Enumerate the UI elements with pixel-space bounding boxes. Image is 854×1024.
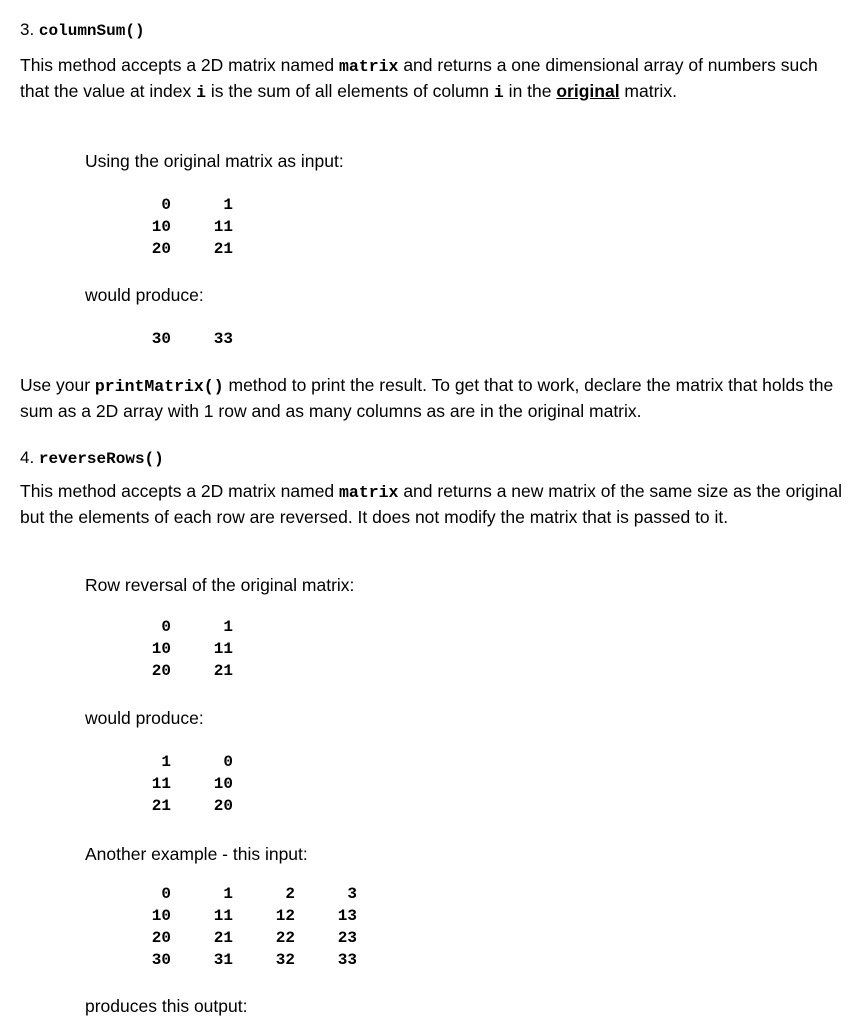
matrix-cell: 11 <box>213 218 233 236</box>
matrix-cell: 12 <box>275 907 295 925</box>
section-3-produce-label: would produce: <box>85 285 204 305</box>
matrix-cell: 0 <box>161 618 171 636</box>
matrix-cell: 21 <box>213 929 233 947</box>
section-3-output-matrix <box>138 328 233 350</box>
matrix-row <box>138 949 357 971</box>
matrix-cell: 21 <box>151 797 171 815</box>
matrix-row <box>138 927 357 949</box>
matrix-row <box>138 660 233 682</box>
section-3-number: 3. <box>20 20 35 39</box>
matrix-row <box>138 194 233 216</box>
matrix-cell: 2 <box>285 885 295 903</box>
matrix-cell: 30 <box>151 330 171 348</box>
section-4-heading <box>20 448 164 469</box>
matrix-cell: 0 <box>161 196 171 214</box>
matrix-cell: 10 <box>151 218 171 236</box>
matrix-cell: 10 <box>151 907 171 925</box>
section-4-produce-label: would produce: <box>85 708 204 728</box>
section-3-intro: Using the original matrix as input: <box>85 151 344 171</box>
matrix-cell: 21 <box>213 240 233 258</box>
matrix-cell: 11 <box>213 907 233 925</box>
matrix-cell: 30 <box>151 951 171 969</box>
matrix-cell: 11 <box>213 640 233 658</box>
matrix-row <box>138 795 233 817</box>
matrix-row <box>138 905 357 927</box>
matrix-cell: 20 <box>151 240 171 258</box>
matrix-cell: 10 <box>213 775 233 793</box>
section-4-intro: Row reversal of the original matrix: <box>85 575 355 595</box>
section-4-output-matrix <box>138 751 233 817</box>
section-4-description: This method accepts a 2D matrix named matrix and returns a new matrix of the same size as the original but the elements of each row are reversed. It does not modify the matrix that is passed to it. <box>20 481 843 527</box>
matrix-cell: 20 <box>151 929 171 947</box>
matrix-cell: 33 <box>213 330 233 348</box>
matrix-cell: 32 <box>275 951 295 969</box>
matrix-cell: 1 <box>223 196 233 214</box>
section-3-heading <box>20 20 145 41</box>
section-3-description: This method accepts a 2D matrix named matrix and returns a one dimensional array of numbers such that the value at index i is the sum of all elements of column i in the original matrix. <box>20 55 818 102</box>
matrix-cell: 1 <box>223 618 233 636</box>
section-4-method: reverseRows() <box>38 450 164 468</box>
matrix-cell: 0 <box>161 885 171 903</box>
matrix-cell: 13 <box>337 907 357 925</box>
matrix-cell: 22 <box>275 929 295 947</box>
matrix-cell: 11 <box>151 775 171 793</box>
section-4-input-matrix-2 <box>138 883 357 971</box>
matrix-cell: 1 <box>161 753 171 771</box>
section-3-note: Use your printMatrix() method to print the result. To get that to work, declare the matrix that holds the sum as a 2D array with 1 row and as many columns as are in the original matrix. <box>20 375 834 421</box>
matrix-cell: 21 <box>213 662 233 680</box>
matrix-cell: 0 <box>223 753 233 771</box>
code-matrix: matrix <box>339 57 399 76</box>
matrix-row <box>138 883 357 905</box>
code-matrix: matrix <box>339 483 399 502</box>
matrix-cell: 10 <box>151 640 171 658</box>
section-4-produce-label-2: produces this output: <box>85 996 248 1016</box>
matrix-row <box>138 328 233 350</box>
matrix-cell: 23 <box>337 929 357 947</box>
code-printmatrix: printMatrix() <box>94 377 224 396</box>
matrix-cell: 20 <box>151 662 171 680</box>
code-i: i <box>493 83 504 102</box>
matrix-row <box>138 751 233 773</box>
code-i: i <box>196 83 206 102</box>
section-4-number: 4. <box>20 448 35 467</box>
emphasis-original: original <box>556 81 620 101</box>
matrix-row <box>138 773 233 795</box>
matrix-cell: 33 <box>337 951 357 969</box>
section-3-input-matrix <box>138 194 233 260</box>
section-3-method: columnSum() <box>38 22 145 40</box>
matrix-cell: 3 <box>347 885 357 903</box>
matrix-row <box>138 616 233 638</box>
section-4-intro-2: Another example - this input: <box>85 844 308 864</box>
matrix-row <box>138 238 233 260</box>
matrix-cell: 31 <box>213 951 233 969</box>
matrix-cell: 20 <box>213 797 233 815</box>
matrix-cell: 1 <box>223 885 233 903</box>
matrix-row <box>138 638 233 660</box>
section-4-input-matrix <box>138 616 233 682</box>
matrix-row <box>138 216 233 238</box>
